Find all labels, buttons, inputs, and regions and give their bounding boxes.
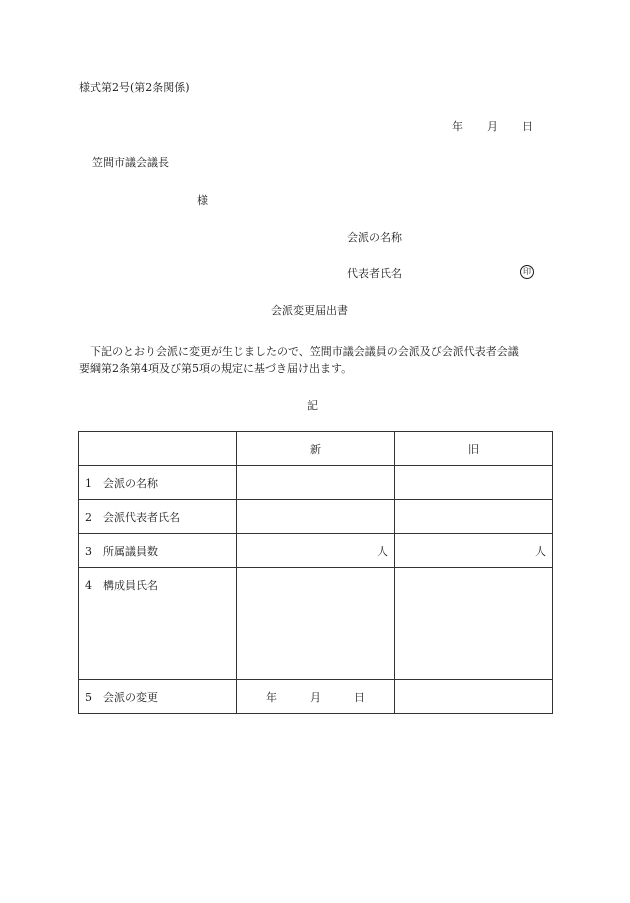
row-number: 2: [85, 510, 92, 524]
old-member-count-cell[interactable]: [395, 534, 553, 568]
header-blank: [79, 432, 237, 466]
ki-heading: 記: [307, 399, 318, 412]
row-number: 3: [85, 544, 92, 558]
table-row: [79, 568, 553, 680]
new-members-cell[interactable]: [237, 568, 395, 680]
date-month: 月: [310, 690, 321, 704]
new-member-count-cell[interactable]: [237, 534, 395, 568]
date-month: 月: [487, 120, 498, 133]
body-line-2: 要綱第2条第4項及び第5項の規定に基づき届け出ます。: [79, 362, 353, 375]
old-value-cell[interactable]: [395, 500, 553, 534]
submission-date: [452, 121, 533, 132]
table-header-row: [79, 432, 553, 466]
header-new: 新: [237, 432, 395, 466]
old-value-cell[interactable]: [395, 466, 553, 500]
row-label-cell: [79, 680, 237, 714]
row-label-cell: [79, 534, 237, 568]
row-label-cell: [79, 568, 237, 680]
row-label-cell: [79, 466, 237, 500]
old-members-cell[interactable]: [395, 568, 553, 680]
body-text: [79, 343, 554, 377]
row-label: 構成員氏名: [103, 579, 158, 592]
addressee: 笠間市議会議長: [92, 156, 169, 169]
unit-label: 人: [377, 544, 388, 558]
faction-name-label: 会派の名称: [347, 231, 402, 244]
row-label-cell: [79, 500, 237, 534]
representative-name-label: 代表者氏名: [347, 267, 402, 280]
new-value-cell[interactable]: [237, 500, 395, 534]
date-year: 年: [266, 690, 277, 704]
date-day: 日: [354, 690, 365, 704]
row-label: 所属議員数: [103, 544, 158, 558]
change-date-cell[interactable]: [237, 680, 395, 714]
honorific: 様: [197, 194, 208, 207]
document-title: 会派変更届出書: [271, 304, 348, 317]
table-row: [79, 680, 553, 714]
old-value-cell[interactable]: [395, 680, 553, 714]
table-row: [79, 534, 553, 568]
row-label: 会派代表者氏名: [103, 510, 180, 524]
unit-label: 人: [535, 544, 546, 558]
row-number: 1: [85, 476, 92, 490]
header-old: 旧: [395, 432, 553, 466]
table-row: [79, 466, 553, 500]
date-year: 年: [452, 120, 463, 133]
row-number: 5: [85, 690, 92, 704]
row-label: 会派の名称: [103, 476, 158, 490]
seal-mark: 印: [520, 265, 534, 279]
body-line-1: 下記のとおり会派に変更が生じましたので、笠間市議会議員の会派及び会派代表者会議: [90, 345, 519, 358]
row-label: 会派の変更: [103, 690, 158, 704]
form-number: 様式第2号(第2条関係): [79, 81, 190, 94]
row-number: 4: [85, 579, 92, 592]
date-day: 日: [522, 120, 533, 133]
new-value-cell[interactable]: [237, 466, 395, 500]
table-row: [79, 500, 553, 534]
change-table: [78, 431, 553, 714]
